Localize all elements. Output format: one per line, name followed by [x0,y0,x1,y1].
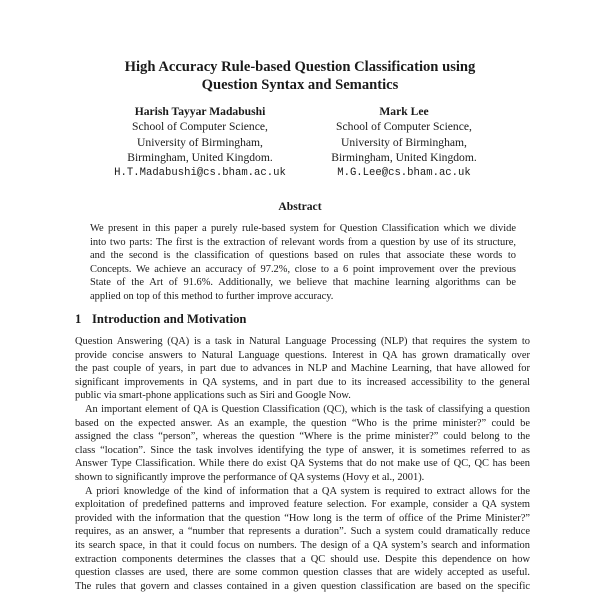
body-line: Question Answering (QA) is a task in Natural Language Processing (NLP) that requires the system to [75,336,530,347]
section-heading [75,312,246,327]
body-line: requires, as an answer, a “number that represents a duration”. Such a system could dramatically reduce [75,526,530,538]
abstract-line: into two parts: The first is the extraction of relevant words from a question by use of its structure, [90,236,516,248]
body-line: An important element of QA is Question Classification (QC), which is the task of classifying a question [85,403,530,415]
body-line: provided with the information that the question “How long is the term of office of the Prime Minister?” [75,512,530,524]
body-line: A priori knowledge of the kind of information that a QA system is required to extract allows for the [85,485,530,497]
author-block [274,104,534,181]
author-affiliation: School of Computer Science, [336,120,472,134]
abstract-line: and the second is the classification of questions based on rules that associate these words to [90,250,516,262]
body-line: significant improvements in QA systems, and in part due to its increased accessibility to the general [75,376,530,388]
abstract-line: State of the Art of 91.6%. Additionally, we believe that machine learning algorithms can be [90,277,516,289]
body-line: question classes are used, there are some common question classes that are widely accepted as useful. [75,567,530,579]
author-name: Mark Lee [379,105,429,118]
body-line: based on the expected answer. As an example, the question “Who is the prime minister?” could be [75,417,530,429]
title-line: Question Syntax and Semantics [201,77,399,93]
author-affiliation: University of Birmingham, [137,135,263,149]
body-line: provide concise answers to Natural Language questions. Interest in QA has grown dramatically over [75,349,530,361]
body-line: class “location”. Since the task involves identifying the type of answer, it is sometimes referred to as [75,444,530,456]
abstract-heading: Abstract [278,200,322,213]
body-line: Answer Type Classification. While there do exist QA Systems that do not make use of QC, QC has been [75,458,530,470]
body-line: shown to significantly improve the performance of QA systems (Hovy et al., 2001). [75,471,425,483]
paper-title [0,58,600,94]
body-line: the past couple of years, in part due to advances in NLP and Machine Learning, that have allowed for [75,363,530,375]
author-affiliation: School of Computer Science, [132,120,268,134]
author-email: H.T.Madabushi@cs.bham.ac.uk [114,166,286,179]
title-line: High Accuracy Rule-based Question Classification using [124,59,476,75]
abstract-line: applied on top of this method to further improve accuracy. [90,290,334,302]
abstract-text [90,222,516,304]
body-line: exploitation of predefined patterns and improved feature selection. For example, consider a QA system [75,499,530,511]
author-affiliation: Birmingham, United Kingdom. [127,151,273,165]
author-name: Harish Tayyar Madabushi [134,105,266,118]
author-affiliation: University of Birmingham, [341,135,467,149]
section-title: Introduction and Motivation [92,312,247,326]
body-line: The rules that govern and classes contained in a given question classification are based on the specific [75,580,530,592]
body-text [75,335,530,593]
body-line: its search space, in that it could focus on numbers. The design of a QA system’s search and information [75,539,530,551]
body-line: extraction components determines the classes that a QC should use. Despite this dependence on how [75,553,530,565]
author-affiliation: Birmingham, United Kingdom. [331,151,477,165]
abstract-line: We present in this paper a purely rule-based system for Question Classification which we divide [90,223,516,234]
author-email: M.G.Lee@cs.bham.ac.uk [337,166,471,179]
abstract-line: Concepts. We achieve an accuracy of 97.2%, close to a 6 point improvement over the previous [90,263,516,275]
body-line: assigned the class “person”, whereas the question “Where is the prime minister?” could belong to the [75,431,530,443]
section-number: 1 [75,312,82,326]
body-line: public via smart-phone applications such as Siri and Google Now. [75,390,351,402]
